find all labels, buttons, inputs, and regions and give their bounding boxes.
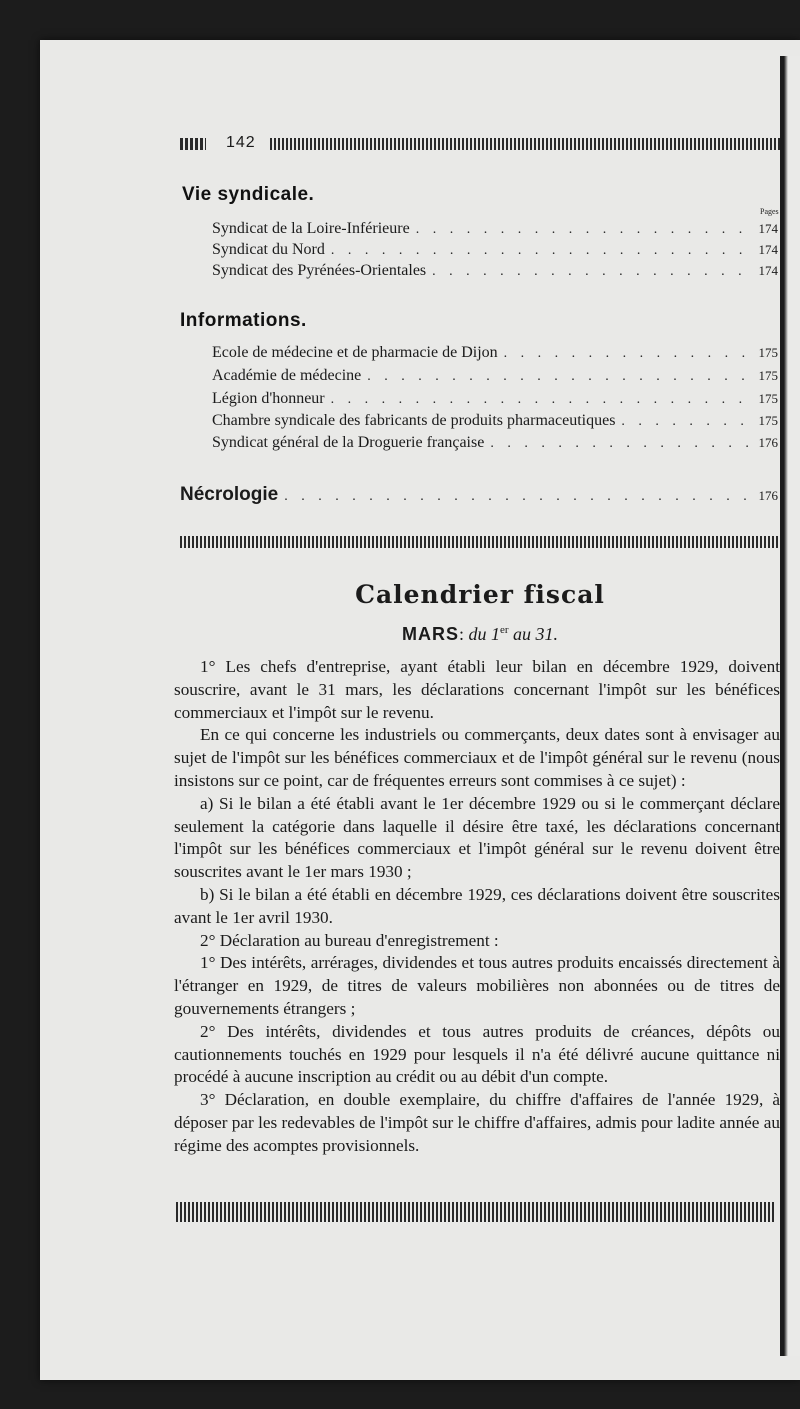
toc-entry-page: 174 — [758, 221, 778, 236]
toc-leader — [331, 243, 753, 259]
toc-leader — [504, 346, 753, 362]
body-paragraph: 1° Les chefs d'entreprise, ayant établi leur bilan en décembre 1929, doivent souscrire, avant le 31 mars, les déclarations concernant l'impôt sur les bénéfices commerciaux et l'impôt sur le revenu. — [174, 657, 780, 722]
toc-leader — [331, 392, 753, 408]
toc-entry — [212, 220, 778, 242]
toc-leader — [490, 436, 752, 452]
header-ornament — [180, 138, 206, 150]
divider-rule — [180, 536, 778, 548]
toc-entry — [212, 390, 778, 412]
section-title-vie-syndicale: Vie syndicale. — [182, 184, 315, 205]
calendar-range-end: au 31. — [508, 624, 559, 644]
body-paragraph: 3° Déclaration, en double exemplaire, du chiffre d'affaires de l'année 1929, à déposer par les redevables de l'impôt sur le chiffre d'affaires, admis pour ladite année au régime des acomptes provisionnels. — [174, 1090, 780, 1155]
toc-entry-necrologie — [180, 484, 778, 508]
toc-leader — [284, 489, 752, 505]
toc-entry — [212, 367, 778, 389]
pages-column-label: Pages — [760, 207, 779, 216]
calendar-title: Calendrier fiscal — [355, 580, 605, 609]
toc-entry-page: 175 — [758, 345, 778, 360]
toc-entry — [212, 434, 778, 456]
toc-entry-page: 175 — [758, 413, 778, 428]
calendar-range-separator: : — [458, 624, 469, 644]
toc-entry-page: 175 — [758, 368, 778, 383]
toc-entry-label: Légion d'honneur — [212, 390, 325, 407]
section-title-necrologie: Nécrologie — [180, 484, 279, 505]
body-paragraph: 2° Des intérêts, dividendes et tous autres produits de créances, dépôts ou cautionnements touchés en 1929 pour lesquels il n'a été délivré aucune quittance ni procédé à aucune inscription au crédit ou au débit d'un compte. — [174, 1021, 780, 1087]
toc-leader — [621, 414, 752, 430]
toc-entry-page: 174 — [758, 242, 778, 257]
toc-entry-label: Syndicat du Nord — [212, 241, 325, 258]
toc-entry-label: Syndicat des Pyrénées-Orientales — [212, 262, 427, 279]
toc-entry-page: 174 — [758, 263, 778, 278]
section-title-informations: Informations. — [180, 310, 307, 331]
header-rule — [270, 138, 780, 150]
body-paragraph: a) Si le bilan a été établi avant le 1er décembre 1929 ou si le commerçant déclare seulement la catégorie dans laquelle il désire être taxé, les déclarations concernant l'impôt sur les bénéfices commerciaux et l'impôt général sur le revenu doivent être souscrites avant le 1er mars 1930 ; — [174, 793, 780, 882]
body-paragraph: 1° Des intérêts, arrérages, dividendes et tous autres produits encaissés directement à l'étranger en 1929, de titres de valeurs mobilières non abonnées ou de titres de gouvernements étrangers ; — [174, 953, 780, 1018]
toc-entry-label: Syndicat général de la Droguerie française — [212, 434, 485, 451]
calendar-subtitle — [180, 624, 780, 645]
toc-entry-page: 176 — [758, 488, 778, 503]
toc-entry-label: Académie de médecine — [212, 367, 362, 384]
toc-entry-label: Ecole de médecine et de pharmacie de Dijon — [212, 344, 498, 361]
calendar-month: MARS — [401, 624, 459, 644]
calendar-body — [174, 656, 780, 1158]
page-number: 142 — [226, 134, 256, 151]
page-header — [180, 134, 780, 154]
calendar-range-sup: er — [499, 624, 509, 636]
body-paragraph: 2° Déclaration au bureau d'enregistrement : — [200, 930, 499, 950]
calendar-range-start: du 1 — [468, 624, 500, 644]
toc-entry-label: Chambre syndicale des fabricants de produits pharmaceutiques — [212, 412, 616, 429]
toc-leader — [432, 264, 752, 280]
toc-entry-label: Syndicat de la Loire-Inférieure — [212, 220, 410, 237]
toc-entry — [212, 344, 778, 366]
toc-entry-page: 176 — [758, 435, 778, 450]
body-paragraph: b) Si le bilan a été établi en décembre 1929, ces déclarations doivent être souscrites avant le 1er avril 1930. — [174, 884, 780, 927]
toc-entry-page: 175 — [758, 391, 778, 406]
body-paragraph: En ce qui concerne les industriels ou commerçants, deux dates sont à envisager au sujet de l'impôt sur les bénéfices commerciaux et de l'impôt général sur le revenu (nous insistons sur ce point, car de fréquentes erreurs sont commises à ce sujet) : — [174, 725, 780, 790]
toc-entry — [212, 262, 778, 284]
toc-entry — [212, 241, 778, 263]
page-edge — [780, 56, 800, 1356]
toc-leader — [367, 369, 752, 385]
toc-leader — [416, 222, 753, 238]
toc-entry — [212, 412, 778, 434]
divider-rule-bottom — [176, 1202, 776, 1222]
